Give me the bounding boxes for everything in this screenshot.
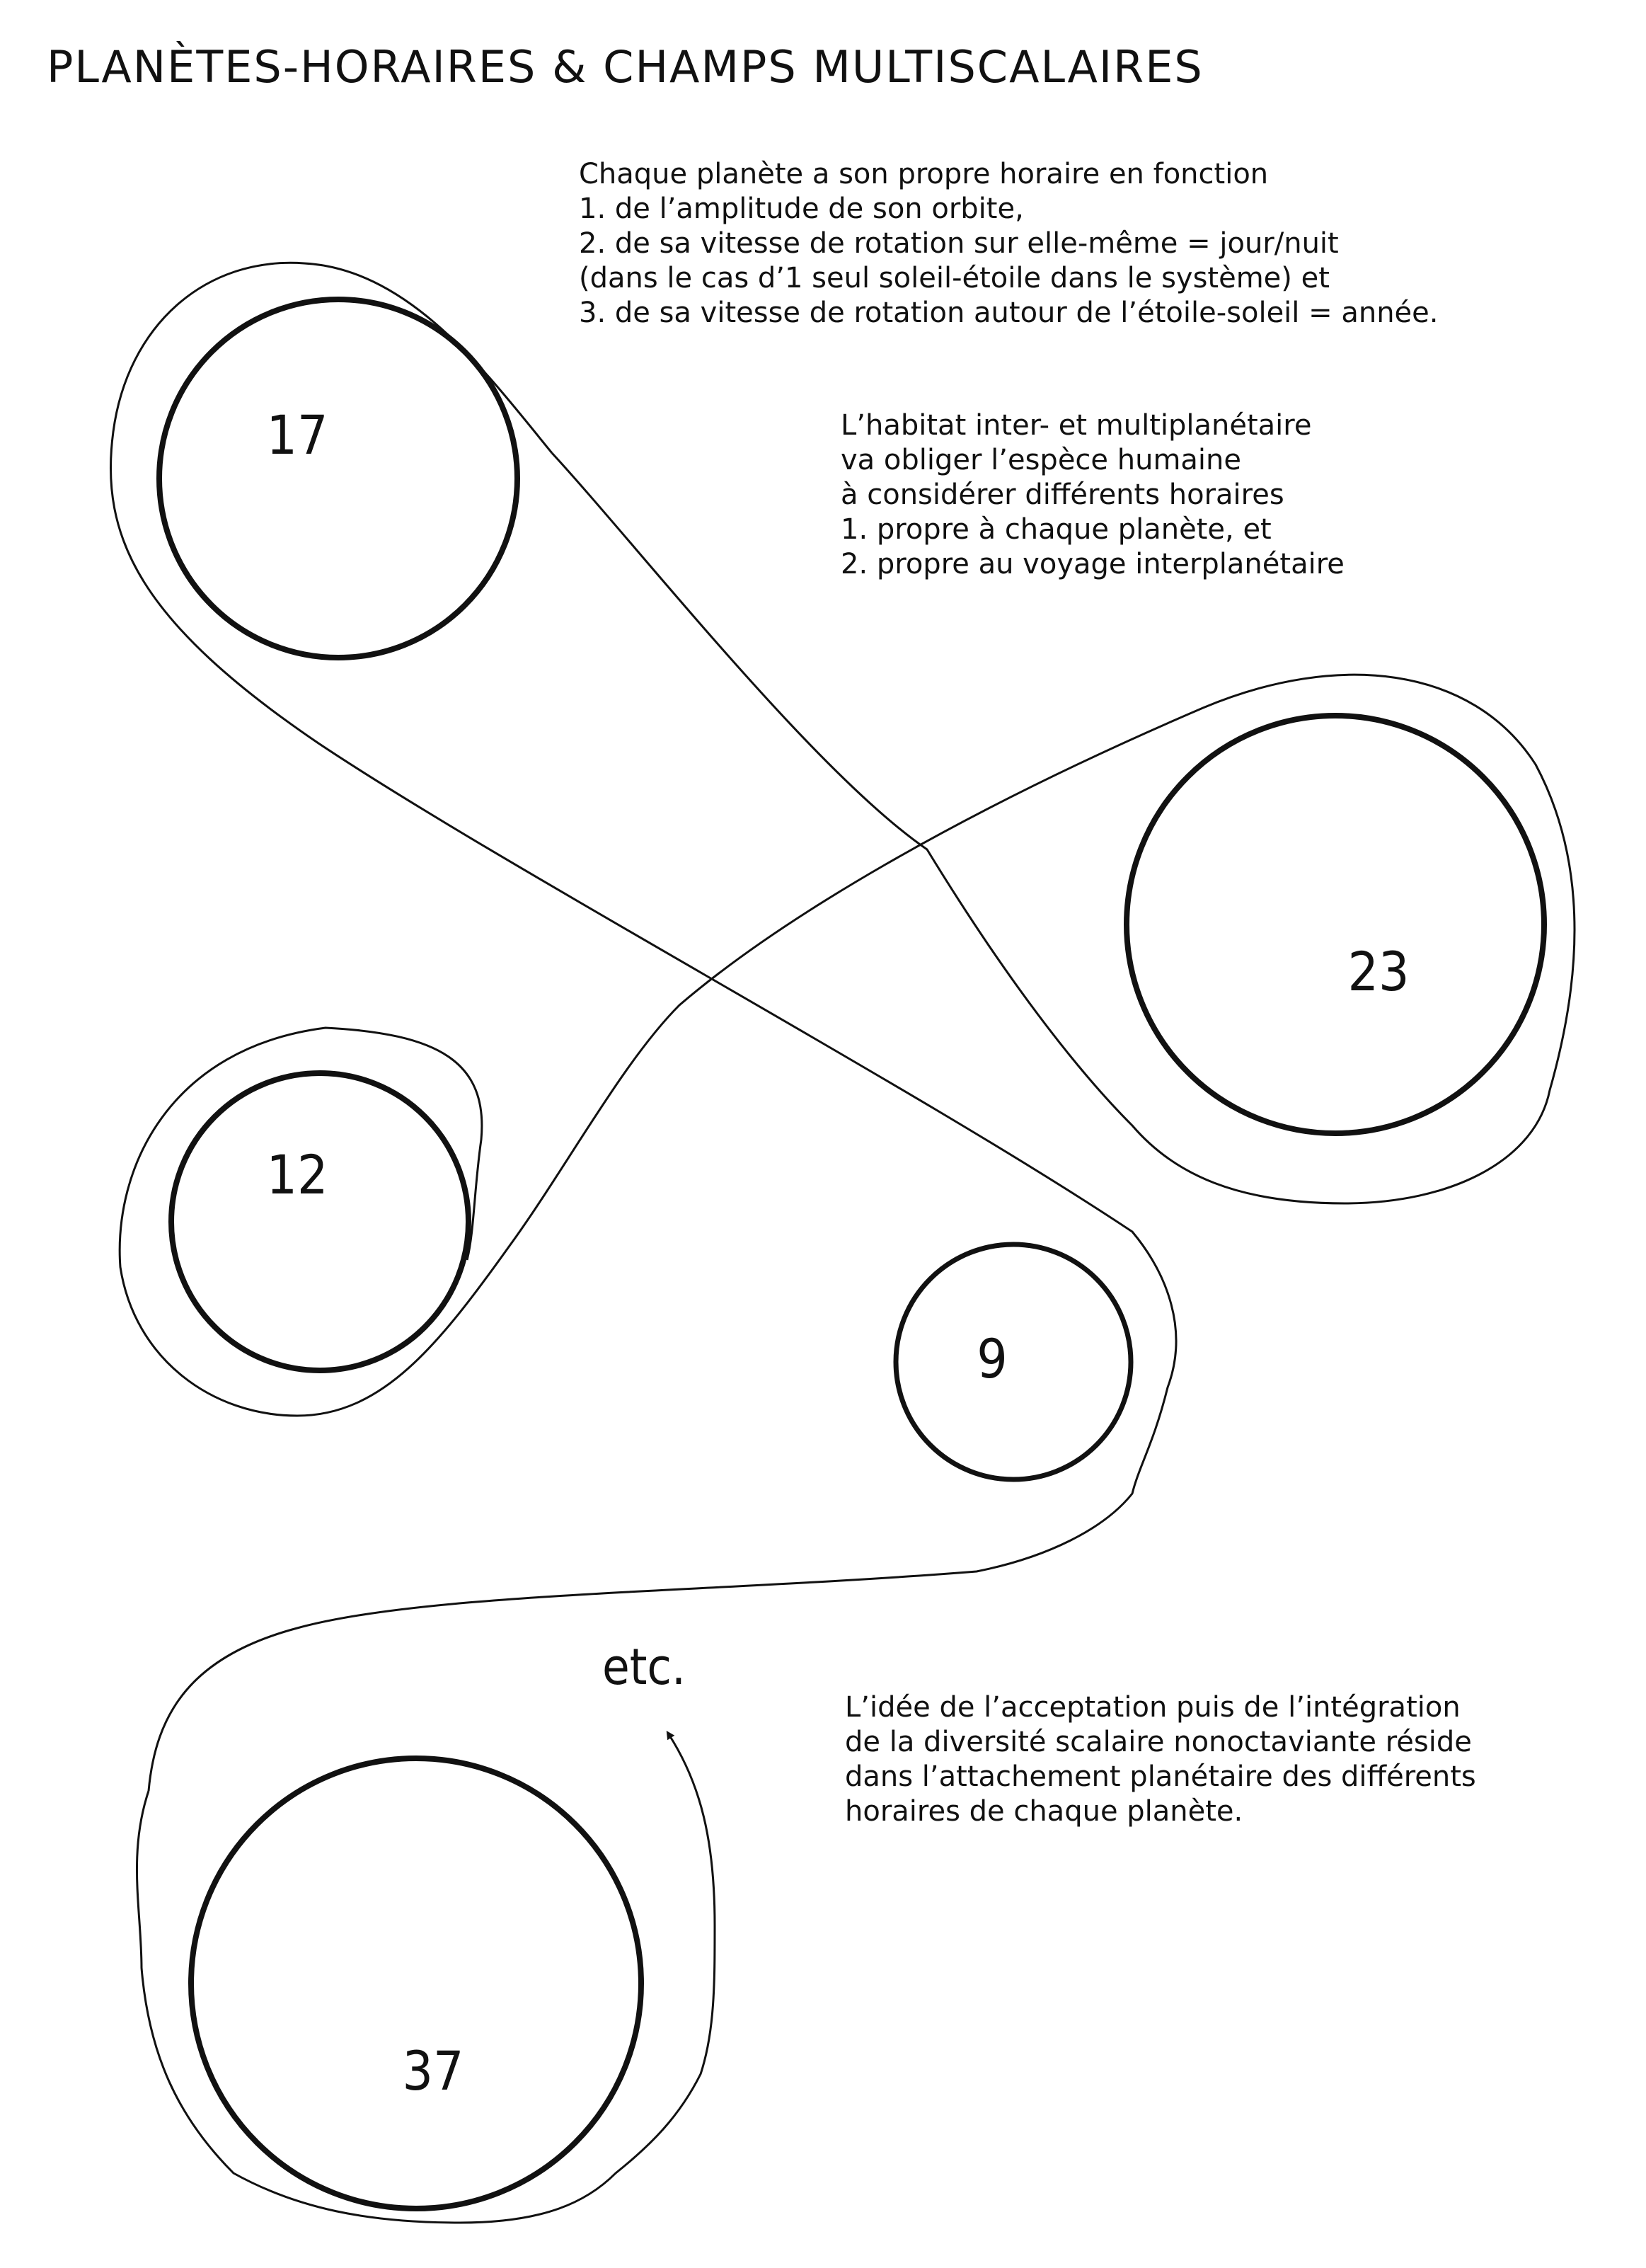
habitat-note-line: L’habitat inter- et multiplanétaire bbox=[841, 409, 1312, 442]
planet-23 bbox=[1127, 716, 1544, 1133]
orbit-note-line: 1. de l’amplitude de son orbite, bbox=[579, 193, 1024, 225]
diversity-note-line: dans l’attachement planétaire des différents bbox=[845, 1760, 1476, 1793]
habitat-note bbox=[841, 408, 1345, 582]
diversity-note-line: L’idée de l’acceptation puis de l’intégration bbox=[845, 1691, 1461, 1724]
orbit-note bbox=[579, 157, 1439, 331]
planet-12 bbox=[171, 1073, 468, 1370]
habitat-note-line: à considérer différents horaires bbox=[841, 479, 1284, 511]
orbit-note-line: 3. de sa vitesse de rotation autour de l’étoile-soleil = année. bbox=[579, 297, 1439, 329]
planet-label-17: 17 bbox=[266, 403, 328, 466]
orbit-note-line: 2. de sa vitesse de rotation sur elle-même = jour/nuit bbox=[579, 227, 1339, 260]
diversity-note-line: horaires de chaque planète. bbox=[845, 1795, 1243, 1828]
planet-37 bbox=[191, 1758, 641, 2209]
orbit-path-37 bbox=[137, 1734, 715, 2223]
planet-label-37: 37 bbox=[402, 2039, 464, 2102]
planet-9 bbox=[896, 1244, 1131, 1479]
habitat-note-line: va obliger l’espèce humaine bbox=[841, 444, 1241, 476]
habitat-note-line: 2. propre au voyage interplanétaire bbox=[841, 548, 1345, 580]
continuation-label: etc. bbox=[602, 1638, 686, 1696]
planet-label-9: 9 bbox=[977, 1327, 1008, 1390]
orbit-note-line: (dans le cas d’1 seul soleil-étoile dans le système) et bbox=[579, 262, 1330, 294]
diversity-note-line: de la diversité scalaire nonoctaviante réside bbox=[845, 1726, 1472, 1758]
diversity-note bbox=[845, 1690, 1476, 1829]
planet-label-12: 12 bbox=[266, 1143, 328, 1206]
diagram-title: PLANÈTES-HORAIRES & CHAMPS MULTISCALAIRES bbox=[47, 41, 1204, 93]
habitat-note-line: 1. propre à chaque planète, et bbox=[841, 513, 1272, 546]
planet-17 bbox=[159, 299, 517, 658]
orbit-note-line: Chaque planète a son propre horaire en fonction bbox=[579, 158, 1269, 190]
orbit-path-17-23 bbox=[120, 453, 1575, 1416]
planet-label-23: 23 bbox=[1347, 940, 1410, 1003]
